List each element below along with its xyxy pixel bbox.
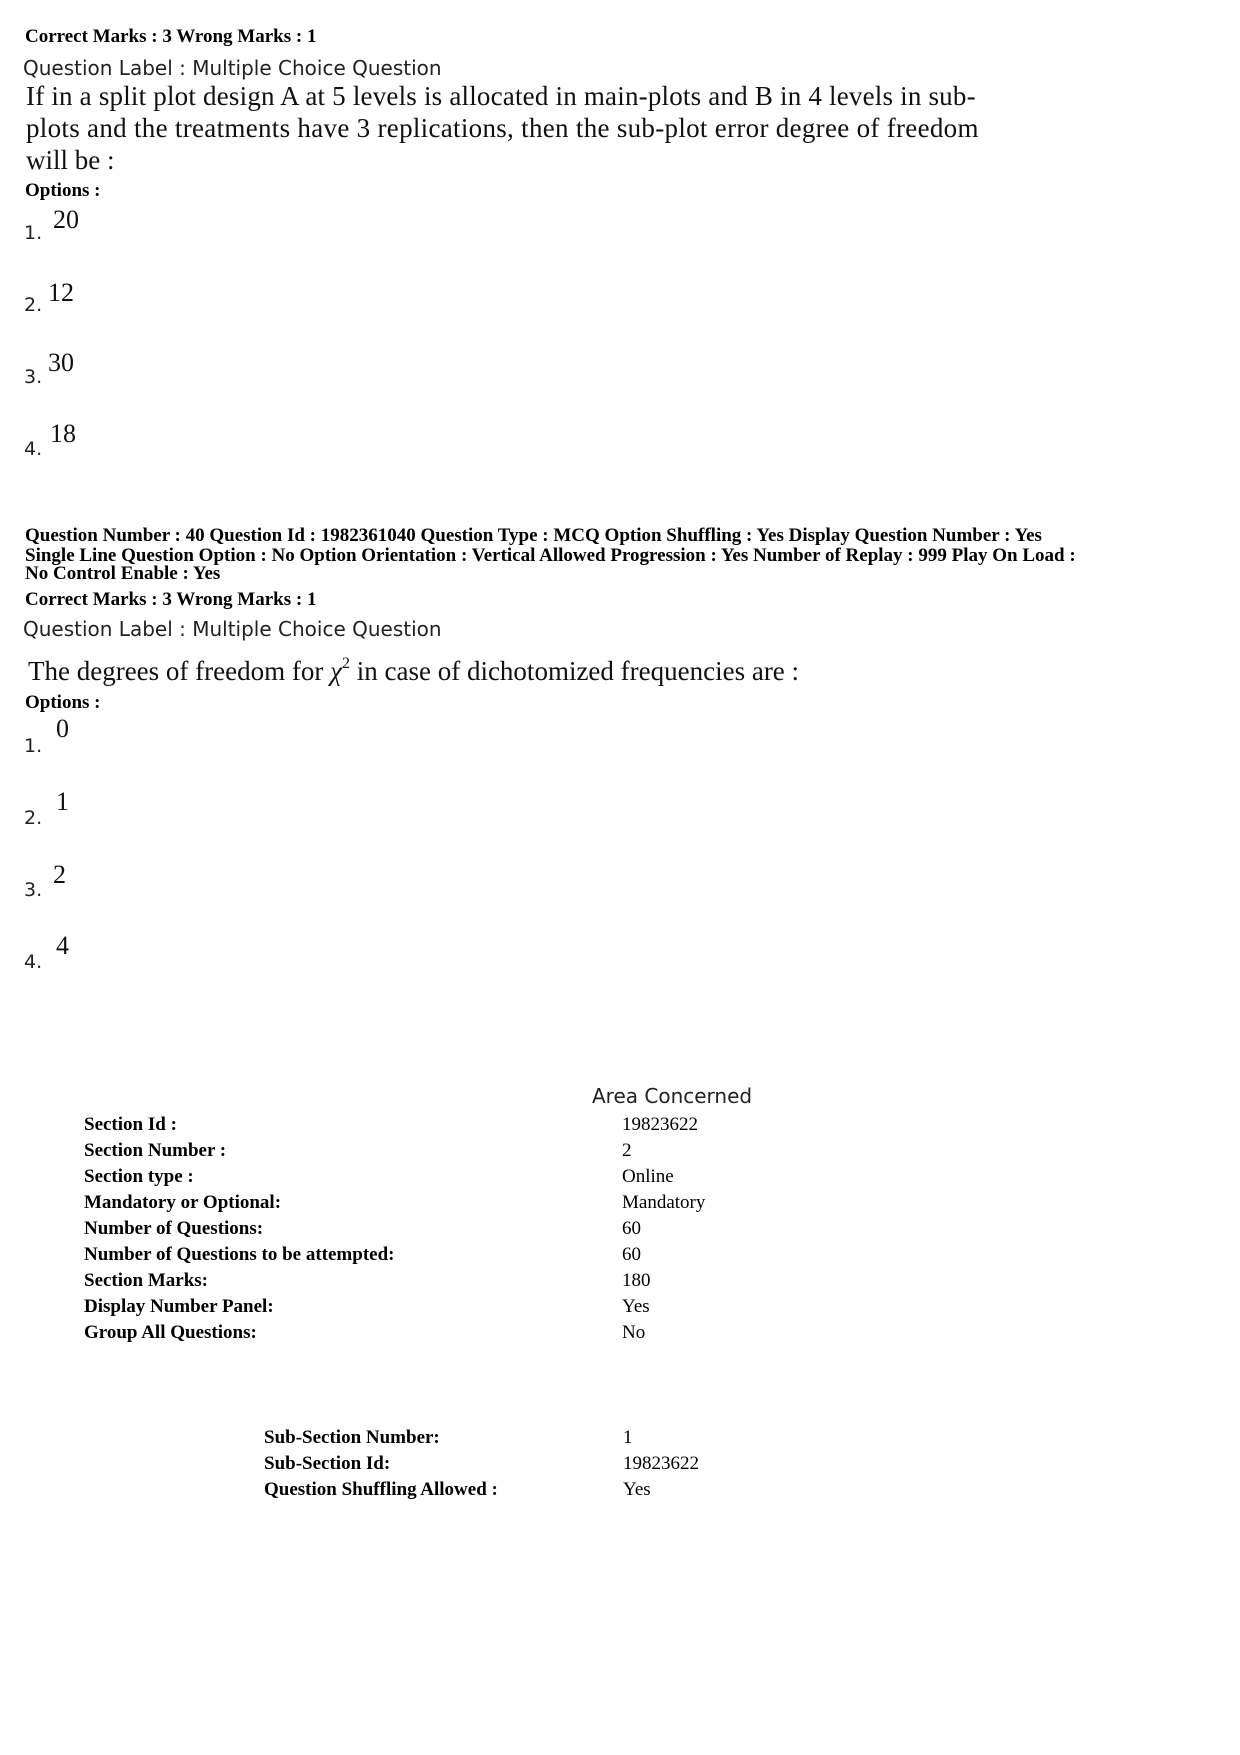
section-row [84,1114,984,1140]
q40-option-4-number: 4. [24,951,43,973]
q39-text-line: If in a split plot design A at 5 levels is allocated in main-plots and B in 4 levels in sub- [26,81,976,111]
section-row-value: 180 [622,1270,651,1291]
section-row-label: Group All Questions: [84,1322,257,1343]
q40-text-before: The degrees of freedom for [28,656,331,686]
q39-option-3-number: 3. [24,366,43,388]
subsection-row-label: Question Shuffling Allowed : [264,1479,498,1500]
section-row-label: Section Number : [84,1140,227,1161]
q39-option-1-number: 1. [24,222,43,244]
q39-option-4-value[interactable]: 18 [50,419,76,448]
q39-option-2-number: 2. [24,294,43,316]
q39-options-heading: Options : [25,180,101,201]
section-row [84,1218,984,1244]
q40-meta-line: No Control Enable : Yes [25,563,221,584]
section-row-label: Section type : [84,1166,194,1187]
q40-option-3-number: 3. [24,879,43,901]
subsection-row-label: Sub-Section Id: [264,1453,391,1474]
section-row-value: 60 [622,1218,641,1239]
section-row-value: No [622,1322,646,1343]
section-row [84,1140,984,1166]
section-row-label: Number of Questions to be attempted: [84,1244,395,1265]
section-row [84,1244,984,1270]
section-row [84,1192,984,1218]
subsection-row-value: Yes [623,1479,651,1500]
subsection-row-value: 19823622 [623,1453,699,1474]
q39-question-label: Question Label : Multiple Choice Question [23,56,442,80]
chi-symbol: χ [330,656,342,686]
q39-option-1-value[interactable]: 20 [53,205,79,234]
subsection-row [264,1427,964,1453]
q40-meta-line: Single Line Question Option : No Option Orientation : Vertical Allowed Progression : Yes Number of Replay : 999 Play On Load : [25,545,1076,566]
section-info-table [84,1114,984,1348]
q39-option-3-value[interactable]: 30 [48,348,74,377]
q40-option-1-number: 1. [24,735,43,757]
section-row-value: Online [622,1166,674,1187]
section-row-label: Mandatory or Optional: [84,1192,282,1213]
q40-option-2-number: 2. [24,807,43,829]
section-row-value: Mandatory [622,1192,706,1213]
chi-superscript: 2 [342,655,350,672]
section-row [84,1322,984,1348]
subsection-row-label: Sub-Section Number: [264,1427,440,1448]
subsection-row-value: 1 [623,1427,633,1448]
q39-option-2-value[interactable]: 12 [48,278,74,307]
section-row-label: Section Id : [84,1114,177,1135]
q40-option-4-value[interactable]: 4 [56,931,69,960]
subsection-row [264,1453,964,1479]
q40-question-label: Question Label : Multiple Choice Question [23,617,442,641]
q40-options-heading: Options : [25,692,101,713]
q39-text-line: will be : [26,145,115,175]
q40-question-text [28,648,799,687]
q40-meta-line: Question Number : 40 Question Id : 1982361040 Question Type : MCQ Option Shuffling : Yes Display Question Number : Yes [25,525,1042,546]
subsection-info-table [264,1427,964,1505]
subsection-row [264,1479,964,1505]
section-row-label: Display Number Panel: [84,1296,274,1317]
section-area-title: Area Concerned [592,1084,753,1108]
q39-text-line: plots and the treatments have 3 replications, then the sub-plot error degree of freedom [26,113,979,143]
q39-option-4-number: 4. [24,438,43,460]
q40-marks: Correct Marks : 3 Wrong Marks : 1 [25,589,317,610]
section-row [84,1166,984,1192]
q39-marks: Correct Marks : 3 Wrong Marks : 1 [25,26,317,47]
q40-option-3-value[interactable]: 2 [53,860,66,889]
section-row-value: 60 [622,1244,641,1265]
q40-option-1-value[interactable]: 0 [56,714,69,743]
q40-text-after: in case of dichotomized frequencies are : [350,656,800,686]
q39-question-text [26,80,1126,176]
section-row-label: Section Marks: [84,1270,209,1291]
section-row-label: Number of Questions: [84,1218,264,1239]
q40-metadata [25,526,1225,584]
section-row-value: Yes [622,1296,650,1317]
q40-option-2-value[interactable]: 1 [56,787,69,816]
section-row-value: 19823622 [622,1114,698,1135]
section-row [84,1270,984,1296]
section-row [84,1296,984,1322]
section-row-value: 2 [622,1140,632,1161]
